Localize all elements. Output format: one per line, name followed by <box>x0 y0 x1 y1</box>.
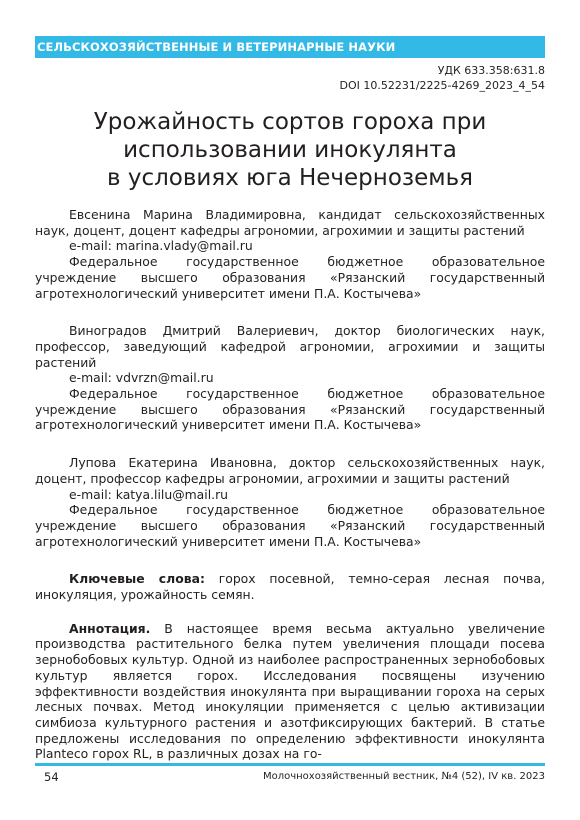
keywords <box>35 571 545 602</box>
journal-citation: Молочнохозяйственный вестник, №4 (52), IV кв. 2023 <box>262 771 545 782</box>
page-number: 54 <box>44 770 59 784</box>
abstract-label: Аннотация. <box>69 620 151 636</box>
article-meta <box>339 63 545 93</box>
article-body <box>35 207 545 762</box>
title-line: в условиях юга Нечерноземья <box>106 165 474 191</box>
article-title <box>35 108 545 192</box>
author-info: Лупова Екатерина Ивановна, доктор сельскохозяйственных наук, доцент, профессор кафедры агрономии, агрохимии и защиты растений <box>35 455 545 486</box>
doi: DOI 10.52231/2225-4269_2023_4_54 <box>339 79 545 92</box>
author-block <box>35 323 545 433</box>
author-affiliation: Федеральное государственное бюджетное образовательное учреждение высшего образования «Рязанский государственный агротехнологический университет имени П.А. Костычева» <box>35 254 545 301</box>
author-info: Виноградов Дмитрий Валериевич, доктор биологических наук, профессор, заведующий кафедрой агрономии, агрохимии и защиты растений <box>35 323 545 370</box>
title-line: использовании инокулянта <box>123 137 457 163</box>
author-affiliation: Федеральное государственное бюджетное образовательное учреждение высшего образования «Рязанский государственный агротехнологический университет имени П.А. Костычева» <box>35 502 545 549</box>
author-email: e-mail: vdvrzn@mail.ru <box>69 370 214 386</box>
abstract <box>35 621 545 762</box>
author-email: e-mail: katya.lilu@mail.ru <box>69 486 229 502</box>
title-line: Урожайность сортов гороха при <box>93 109 487 135</box>
udk-code: УДК 633.358:631.8 <box>437 64 545 77</box>
author-affiliation: Федеральное государственное бюджетное образовательное учреждение высшего образования «Рязанский государственный агротехнологический университет имени П.А. Костычева» <box>35 386 545 433</box>
author-block <box>35 455 545 549</box>
author-block <box>35 207 545 301</box>
keywords-label: Ключевые слова: <box>69 571 205 587</box>
section-header: СЕЛЬСКОХОЗЯЙСТВЕННЫЕ И ВЕТЕРИНАРНЫЕ НАУКИ <box>35 36 545 58</box>
abstract-text: В настоящее время весьма актуально увеличение производства растительного белка путем увеличения площади посева зернобобовых культур. Одной из наиболее распространенных зернобобовых культур является горох. Исследования посвящены изучению эффективности воздействия инокулянта при выращивании гороха на серых лесных почвах. Метод инокуляции применяется с целью активизации симбиоза культурного растения и азотфиксирующих бактерий. В статье предложены исследования по определению эффективности инокулянта Planteco горох RL, в различных дозах на го- <box>35 620 545 762</box>
author-info: Евсенина Марина Владимировна, кандидат сельскохозяйственных наук, доцент, доцент кафедры агрономии, агрохимии и защиты растений <box>35 207 545 238</box>
keywords-text: горох посевной, темно-серая лесная почва, инокуляция, урожайность семян. <box>35 571 546 603</box>
author-email: e-mail: marina.vlady@mail.ru <box>69 238 253 254</box>
footer-divider <box>35 763 545 766</box>
